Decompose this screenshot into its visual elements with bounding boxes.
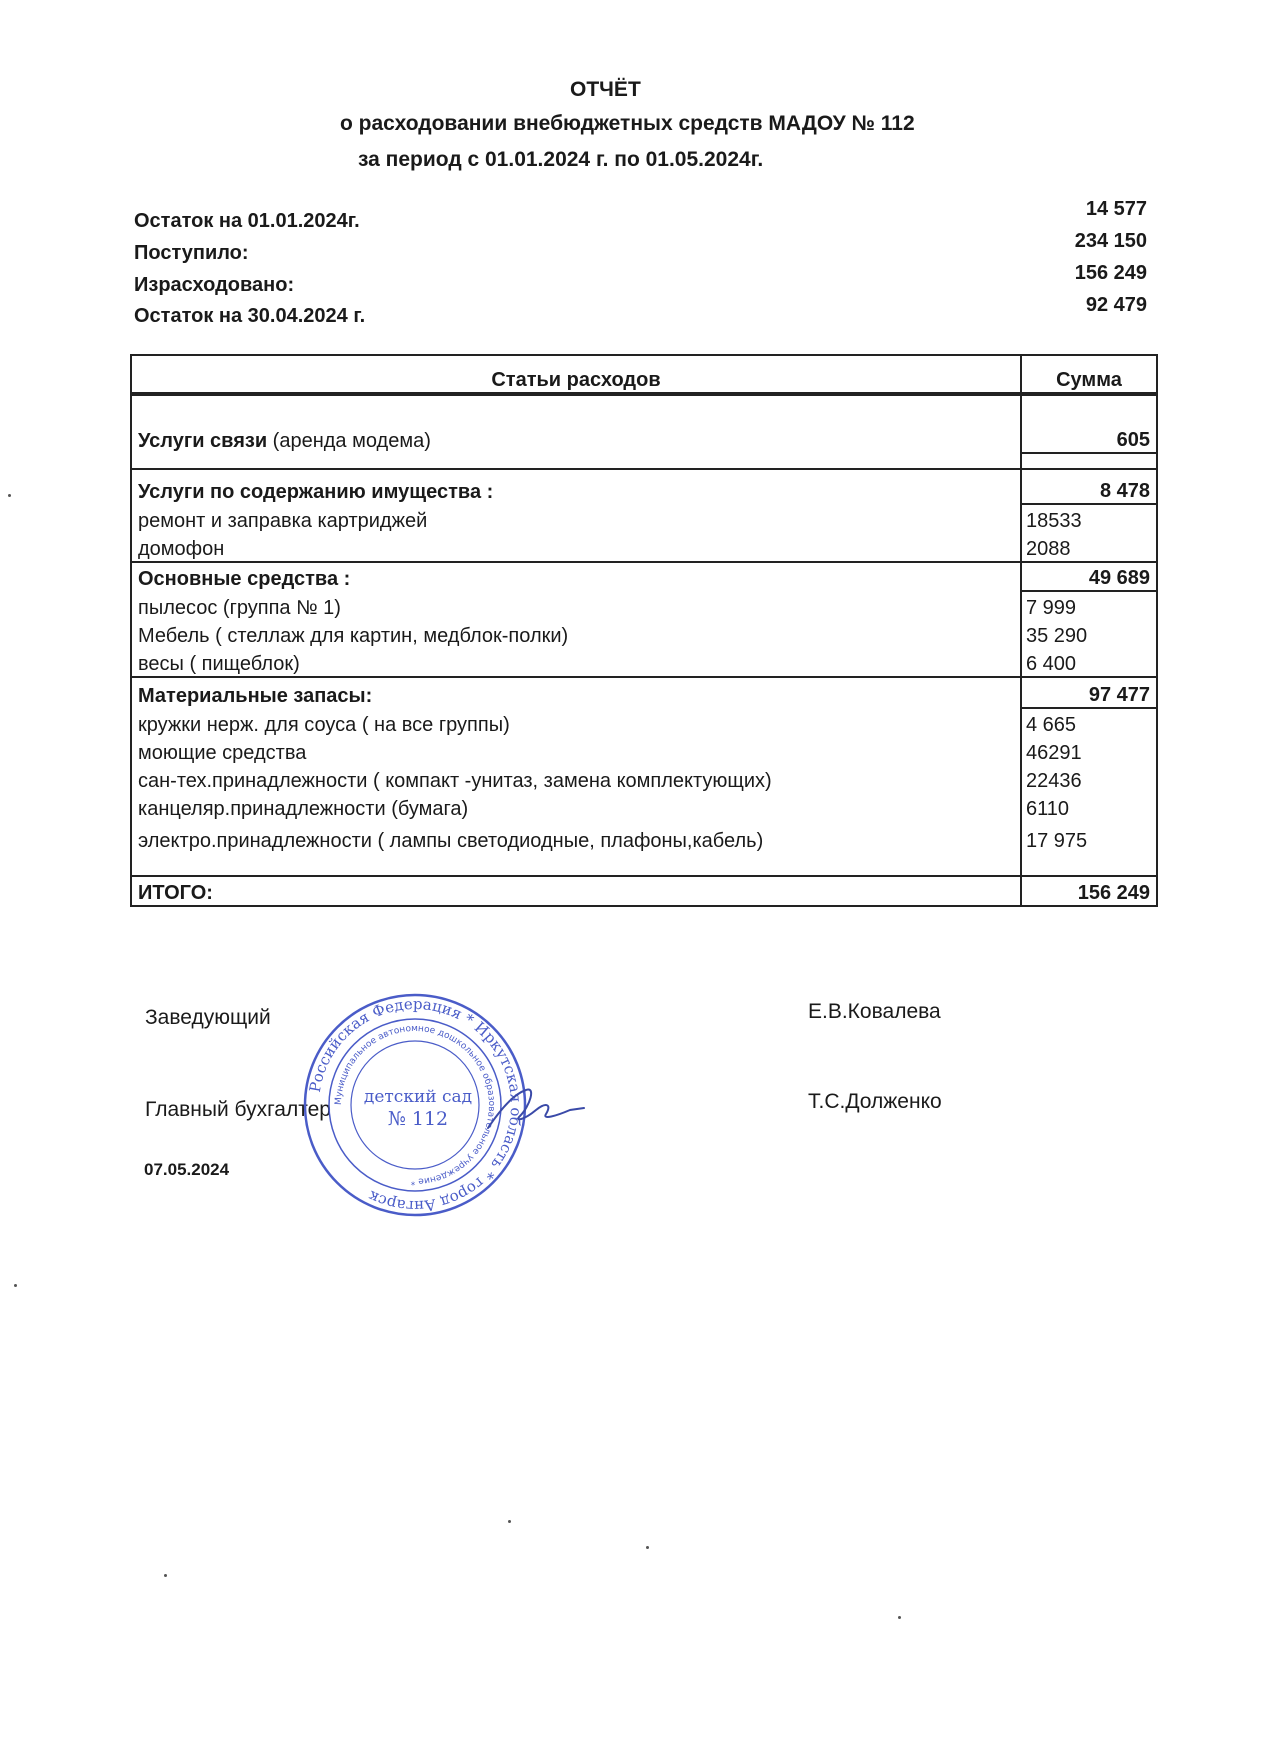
received-label: Поступило:	[134, 242, 249, 264]
report-subtitle: о расходовании внебюджетных средств МАДОУ № 112	[340, 112, 915, 135]
head-name: Е.В.Ковалева	[808, 1000, 941, 1023]
item-name: домофон	[131, 533, 1021, 562]
closing-balance-value: 92 479	[1085, 294, 1147, 316]
table-row	[131, 648, 1157, 677]
cat-materials-row	[131, 677, 1157, 708]
spacer-sum	[1021, 853, 1157, 876]
handwritten-signature	[480, 1080, 590, 1140]
item-value: 35 290	[1021, 620, 1157, 648]
table-row	[131, 765, 1157, 793]
col-header-items: Статьи расходов	[131, 355, 1021, 394]
scan-speck	[14, 1284, 17, 1287]
item-name: моющие средства	[131, 737, 1021, 765]
head-title: Заведующий	[145, 1006, 271, 1029]
cat-communication-value: 605	[1021, 394, 1157, 453]
cat-communication-label	[131, 394, 1021, 453]
table-row	[131, 620, 1157, 648]
cat-fixed-assets-row	[131, 562, 1157, 591]
table-row	[131, 793, 1157, 821]
closing-balance-label: Остаток на 30.04.2024 г.	[134, 305, 366, 327]
scan-speck	[8, 494, 11, 497]
col-header-sum: Сумма	[1021, 355, 1157, 394]
item-value: 22436	[1021, 765, 1157, 793]
cat-property-label: Услуги по содержанию имущества :	[131, 469, 1021, 504]
scan-speck	[646, 1546, 649, 1549]
report-period: за период с 01.01.2024 г. по 01.05.2024г.	[358, 148, 764, 171]
table-row	[131, 591, 1157, 620]
item-name: электро.принадлежности ( лампы светодиодные, плафоны,кабель)	[131, 821, 1021, 853]
total-value: 156 249	[1021, 876, 1157, 906]
scan-speck	[508, 1520, 511, 1523]
stamp-center-line2: № 112	[387, 1108, 449, 1130]
item-value: 6 400	[1021, 648, 1157, 677]
item-name: Мебель ( стеллаж для картин, медблок-полки)	[131, 620, 1021, 648]
table-row	[131, 821, 1157, 853]
item-name: весы ( пищеблок)	[131, 648, 1021, 677]
spacer-row	[131, 853, 1157, 876]
spacer-name	[131, 453, 1021, 469]
cat-materials-value: 97 477	[1021, 677, 1157, 708]
opening-balance-value: 14 577	[1085, 198, 1147, 220]
table-row	[131, 708, 1157, 737]
table-header-row	[131, 355, 1157, 394]
item-value: 6110	[1021, 793, 1157, 821]
table-row	[131, 504, 1157, 533]
item-value: 2088	[1021, 533, 1157, 562]
item-value: 17 975	[1021, 821, 1157, 853]
spent-value: 156 249	[1074, 262, 1147, 284]
total-row	[131, 876, 1157, 906]
item-value: 7 999	[1021, 591, 1157, 620]
item-name: ремонт и заправка картриджей	[131, 504, 1021, 533]
table-row	[131, 533, 1157, 562]
spacer-row	[131, 453, 1157, 469]
spacer-sum	[1021, 453, 1157, 469]
cat-property-row	[131, 469, 1157, 504]
cat-property-value: 8 478	[1021, 469, 1157, 504]
scan-speck	[164, 1574, 167, 1577]
stamp-inner-text: Муниципальное автономное дошкольное образовательное учреждение *	[333, 1023, 497, 1187]
spent-label: Израсходовано:	[134, 274, 295, 296]
stamp-center-line1: детский сад	[363, 1087, 473, 1107]
expense-table	[130, 354, 1158, 907]
cat-communication-label-bold: Услуги связи	[138, 430, 268, 452]
accountant-name: Т.С.Долженко	[808, 1090, 942, 1113]
item-name: канцеляр.принадлежности (бумага)	[131, 793, 1021, 821]
item-name: сан-тех.принадлежности ( компакт -унитаз, замена комплектующих)	[131, 765, 1021, 793]
item-value: 4 665	[1021, 708, 1157, 737]
stamp-outer-text: Российская Федерация * Иркутская область * город Ангарск	[305, 994, 526, 1216]
accountant-title: Главный бухгалтер	[145, 1098, 331, 1121]
cat-communication-row	[131, 394, 1157, 453]
cat-fixed-assets-label: Основные средства :	[131, 562, 1021, 591]
report-date: 07.05.2024	[144, 1160, 230, 1179]
cat-fixed-assets-value: 49 689	[1021, 562, 1157, 591]
scan-speck	[898, 1616, 901, 1619]
cat-communication-label-rest: (аренда модема)	[267, 430, 431, 452]
item-value: 46291	[1021, 737, 1157, 765]
item-value: 18533	[1021, 504, 1157, 533]
item-name: пылесос (группа № 1)	[131, 591, 1021, 620]
cat-materials-label: Материальные запасы:	[131, 677, 1021, 708]
received-value: 234 150	[1074, 230, 1147, 252]
spacer-name	[131, 853, 1021, 876]
opening-balance-label: Остаток на 01.01.2024г.	[134, 210, 360, 232]
report-title: ОТЧЁТ	[570, 78, 641, 101]
item-name: кружки нерж. для соуса ( на все группы)	[131, 708, 1021, 737]
table-row	[131, 737, 1157, 765]
total-label: ИТОГО:	[131, 876, 1021, 906]
